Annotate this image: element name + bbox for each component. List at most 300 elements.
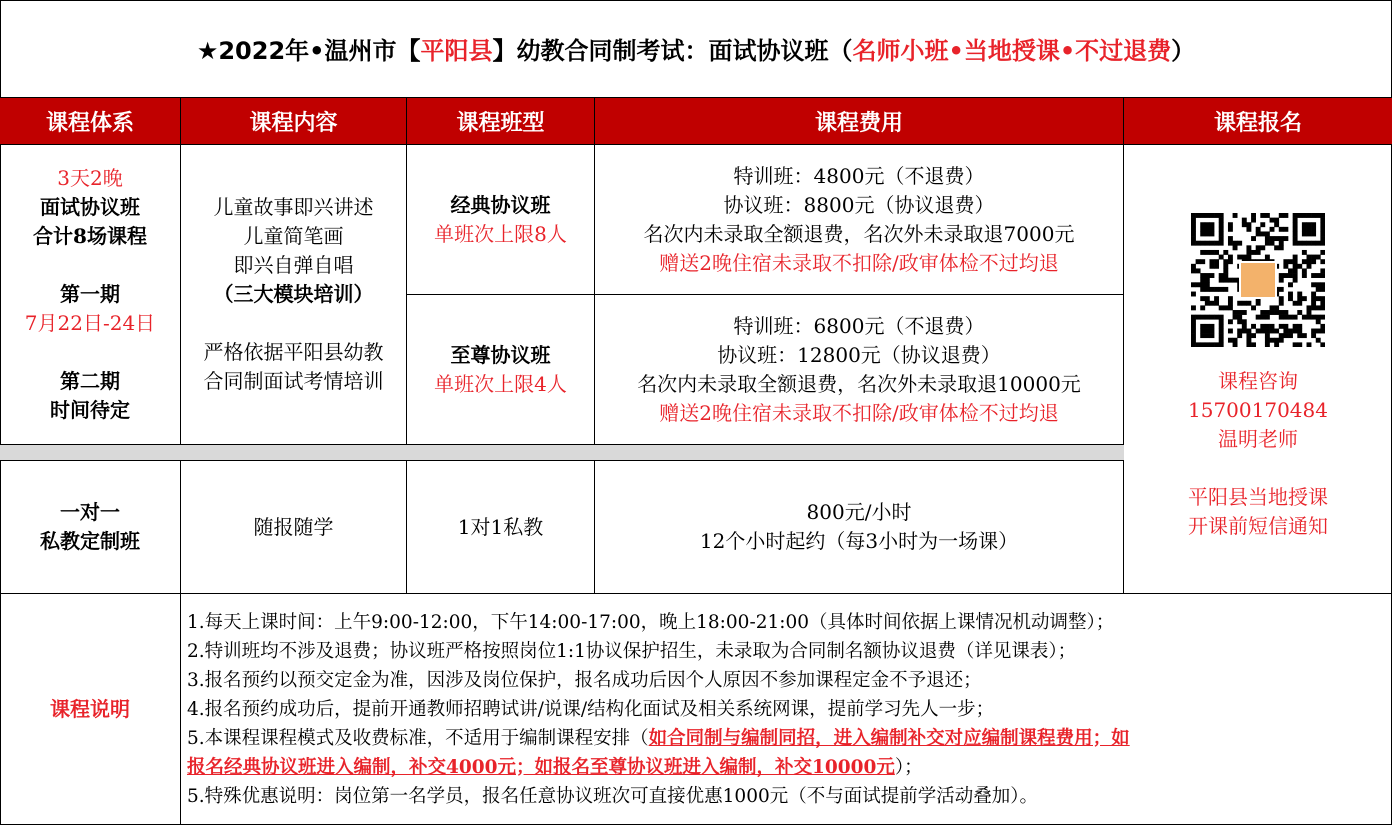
note-item: 3.报名预约以预交定金为准，因涉及岗位保护，报名成功后因个人原因不参加课程定金不予退还； — [187, 669, 982, 691]
qr-module — [1191, 338, 1196, 343]
qr-module — [1219, 329, 1224, 334]
qr-module — [1270, 324, 1275, 329]
qr-module — [1293, 231, 1298, 236]
qr-module — [1219, 273, 1224, 278]
qr-module — [1307, 227, 1312, 232]
qr-module — [1200, 250, 1205, 255]
qr-module — [1307, 241, 1312, 246]
qr-module — [1316, 241, 1321, 246]
qr-module — [1256, 301, 1261, 306]
qr-module — [1260, 310, 1265, 315]
qr-module — [1191, 241, 1196, 246]
qr-module — [1205, 250, 1210, 255]
qr-module — [1191, 292, 1196, 297]
qr-module — [1205, 231, 1210, 236]
qr-module — [1260, 324, 1265, 329]
private-line1: 一对一 — [60, 500, 120, 524]
qr-module — [1293, 222, 1298, 227]
qr-module — [1293, 301, 1298, 306]
qr-module — [1283, 227, 1288, 232]
note-item: 2.特训班均不涉及退费；协议班严格按照岗位1:1协议保护招生，未录取为合同制名额协议退费（详见课表）； — [187, 640, 1077, 662]
qr-module — [1320, 342, 1325, 347]
note-text: 5.本课程课程模式及收费标准，不适用于编制课程安排（ — [187, 727, 649, 749]
qr-module — [1265, 333, 1270, 338]
qr-module — [1219, 278, 1224, 283]
qr-module — [1251, 324, 1256, 329]
qr-module — [1200, 231, 1205, 236]
qr-module — [1293, 236, 1298, 241]
qr-module — [1283, 315, 1288, 320]
qr-module — [1200, 296, 1205, 301]
class-limit: 单班次上限4人 — [434, 371, 567, 396]
qr-module — [1251, 305, 1256, 310]
qr-module — [1274, 222, 1279, 227]
qr-module — [1214, 241, 1219, 246]
qr-module — [1205, 282, 1210, 287]
private-system-cell — [0, 461, 181, 594]
qr-module — [1302, 259, 1307, 264]
qr-module — [1311, 241, 1316, 246]
qr-module — [1297, 213, 1302, 218]
qr-module — [1279, 213, 1284, 218]
qr-module — [1256, 227, 1261, 232]
qr-module — [1228, 338, 1233, 343]
qr-module — [1311, 255, 1316, 260]
qr-module — [1260, 245, 1265, 250]
qr-module — [1297, 342, 1302, 347]
qr-module — [1260, 329, 1265, 334]
page-title — [0, 0, 1392, 98]
qr-module — [1237, 329, 1242, 334]
qr-module — [1191, 264, 1196, 269]
qr-module — [1209, 329, 1214, 334]
qr-module — [1246, 342, 1251, 347]
qr-module — [1237, 301, 1242, 306]
qr-module — [1256, 231, 1261, 236]
qr-module — [1320, 287, 1325, 292]
qr-module — [1316, 255, 1321, 260]
fee-line: 协议班：8800元（协议退费） — [723, 192, 995, 217]
qr-module — [1219, 315, 1224, 320]
content-desc: 严格依据平阳县幼教 — [203, 340, 384, 364]
qr-module — [1302, 273, 1307, 278]
private-content-cell — [181, 461, 407, 594]
qr-module — [1320, 296, 1325, 301]
qr-module — [1246, 301, 1251, 306]
content-desc: 合同制面试考情培训 — [203, 369, 384, 393]
qr-module — [1311, 273, 1316, 278]
qr-module — [1311, 315, 1316, 320]
private-type-cell — [407, 461, 595, 594]
qr-module — [1209, 264, 1214, 269]
qr-module — [1311, 227, 1316, 232]
qr-module — [1279, 301, 1284, 306]
qr-module — [1200, 282, 1205, 287]
qr-module — [1274, 236, 1279, 241]
qr-module — [1279, 324, 1284, 329]
qr-module — [1191, 222, 1196, 227]
qr-module — [1274, 310, 1279, 315]
qr-module — [1209, 241, 1214, 246]
qr-module — [1279, 236, 1284, 241]
qr-module — [1246, 222, 1251, 227]
qr-module — [1320, 227, 1325, 232]
qr-module — [1311, 301, 1316, 306]
qr-module — [1242, 310, 1247, 315]
qr-module — [1311, 333, 1316, 338]
qr-module — [1279, 245, 1284, 250]
note-item — [187, 753, 1392, 782]
qr-module — [1242, 255, 1247, 260]
qr-module — [1242, 329, 1247, 334]
class-type-cell — [407, 145, 595, 295]
qr-module — [1265, 231, 1270, 236]
qr-module — [1223, 264, 1228, 269]
header-fee: 课程费用 — [595, 98, 1124, 145]
qr-module — [1219, 333, 1224, 338]
qr-module — [1307, 342, 1312, 347]
class-name: 经典协议班 — [450, 192, 551, 217]
qr-module — [1302, 333, 1307, 338]
private-fee: 12个小时起约（每3小时为一场课） — [699, 529, 1019, 553]
qr-module — [1196, 282, 1201, 287]
qr-module — [1302, 227, 1307, 232]
qr-module — [1297, 324, 1302, 329]
qr-module — [1274, 342, 1279, 347]
qr-module — [1200, 287, 1205, 292]
qr-module — [1191, 342, 1196, 347]
qr-module — [1270, 218, 1275, 223]
qr-module — [1200, 273, 1205, 278]
qr-module — [1320, 218, 1325, 223]
qr-module — [1302, 241, 1307, 246]
qr-module — [1316, 282, 1321, 287]
qr-module — [1279, 287, 1284, 292]
qr-module — [1320, 273, 1325, 278]
qr-module — [1200, 213, 1205, 218]
qr-module — [1246, 338, 1251, 343]
qr-module — [1283, 310, 1288, 315]
qr-module — [1237, 333, 1242, 338]
title-middle: 】幼教合同制考试：面试协议班（ — [492, 37, 853, 65]
note-item — [187, 724, 1392, 753]
qr-module — [1283, 259, 1288, 264]
qr-module — [1219, 305, 1224, 310]
header-system: 课程体系 — [0, 98, 181, 145]
qr-code-icon[interactable] — [1191, 213, 1325, 347]
qr-module — [1233, 245, 1238, 250]
qr-module — [1228, 329, 1233, 334]
qr-module — [1274, 305, 1279, 310]
qr-module — [1311, 282, 1316, 287]
qr-module — [1205, 241, 1210, 246]
title-highlight: 名师小班•当地授课•不过退费 — [852, 37, 1172, 65]
qr-module — [1228, 259, 1233, 264]
qr-module — [1233, 278, 1238, 283]
qr-module — [1293, 255, 1298, 260]
period2-label: 第二期 — [60, 369, 120, 393]
qr-module — [1270, 227, 1275, 232]
qr-module — [1223, 273, 1228, 278]
qr-module — [1228, 222, 1233, 227]
signup-phone[interactable]: 15700170484 — [1188, 398, 1328, 422]
qr-module — [1219, 241, 1224, 246]
qr-module — [1307, 231, 1312, 236]
qr-module — [1246, 250, 1251, 255]
qr-module — [1242, 319, 1247, 324]
qr-module — [1214, 315, 1219, 320]
qr-module — [1279, 273, 1284, 278]
note-item: 1.每天上课时间：上午9:00-12:00，下午14:00-17:00，晚上18:00-21:00（具体时间依据上课情况机动调整）； — [187, 611, 1115, 633]
qr-module — [1316, 338, 1321, 343]
qr-module — [1256, 329, 1261, 334]
qr-module — [1237, 310, 1242, 315]
qr-module — [1320, 213, 1325, 218]
duration: 3天2晚 — [57, 166, 123, 190]
qr-module — [1316, 273, 1321, 278]
qr-module — [1191, 305, 1196, 310]
qr-module — [1320, 259, 1325, 264]
content-item: 儿童简笔画 — [243, 224, 344, 248]
qr-module — [1214, 342, 1219, 347]
qr-module — [1279, 296, 1284, 301]
qr-module — [1270, 338, 1275, 343]
qr-module — [1293, 227, 1298, 232]
qr-module — [1228, 227, 1233, 232]
qr-module — [1270, 310, 1275, 315]
qr-module — [1260, 222, 1265, 227]
system-line2: 合计8场课程 — [33, 224, 147, 248]
qr-module — [1283, 333, 1288, 338]
qr-module — [1219, 231, 1224, 236]
qr-module — [1279, 315, 1284, 320]
qr-module — [1320, 250, 1325, 255]
qr-module — [1270, 305, 1275, 310]
qr-module — [1200, 329, 1205, 334]
qr-module — [1237, 241, 1242, 246]
qr-module — [1251, 342, 1256, 347]
qr-module — [1302, 231, 1307, 236]
qr-module — [1246, 255, 1251, 260]
qr-module — [1219, 338, 1224, 343]
qr-module — [1265, 310, 1270, 315]
qr-module — [1233, 338, 1238, 343]
qr-module — [1311, 259, 1316, 264]
qr-module — [1196, 241, 1201, 246]
fee-line: 特训班：4800元（不退费） — [733, 163, 985, 188]
qr-module — [1200, 305, 1205, 310]
qr-module — [1205, 213, 1210, 218]
qr-module — [1219, 222, 1224, 227]
signup-consult: 课程咨询 — [1218, 369, 1298, 393]
private-fee: 800元/小时 — [806, 500, 912, 524]
qr-module — [1205, 222, 1210, 227]
qr-module — [1307, 259, 1312, 264]
notes-label: 课程说明 — [0, 594, 181, 824]
qr-module — [1200, 241, 1205, 246]
qr-module — [1209, 333, 1214, 338]
qr-module — [1242, 218, 1247, 223]
qr-module — [1274, 245, 1279, 250]
signup-local: 平阳县当地授课 — [1188, 485, 1328, 509]
qr-module — [1209, 301, 1214, 306]
qr-module — [1205, 296, 1210, 301]
qr-module — [1196, 342, 1201, 347]
qr-module — [1265, 315, 1270, 320]
qr-module — [1293, 264, 1298, 269]
qr-module — [1191, 268, 1196, 273]
qr-module — [1246, 245, 1251, 250]
qr-module — [1214, 259, 1219, 264]
note-text: ）； — [894, 756, 923, 778]
class-limit: 单班次上限8人 — [434, 221, 567, 246]
qr-module — [1293, 315, 1298, 320]
qr-module — [1205, 287, 1210, 292]
qr-module — [1307, 255, 1312, 260]
qr-module — [1200, 333, 1205, 338]
qr-module — [1228, 278, 1233, 283]
content-item: 即兴自弹自唱 — [233, 253, 354, 277]
qr-module — [1209, 222, 1214, 227]
qr-module — [1205, 227, 1210, 232]
qr-module — [1293, 241, 1298, 246]
private-line2: 私教定制班 — [40, 529, 140, 553]
qr-module — [1196, 213, 1201, 218]
qr-module — [1214, 296, 1219, 301]
qr-module — [1320, 329, 1325, 334]
note-highlight: 报名经典协议班进入编制，补交4000元；如报名至尊协议班进入编制，补交10000元 — [187, 756, 895, 778]
qr-module — [1242, 324, 1247, 329]
course-system-cell — [0, 145, 181, 445]
qr-module — [1200, 342, 1205, 347]
qr-module — [1251, 236, 1256, 241]
qr-module — [1283, 329, 1288, 334]
qr-module — [1191, 324, 1196, 329]
private-fee-cell — [595, 461, 1124, 594]
qr-module — [1279, 241, 1284, 246]
qr-module — [1205, 315, 1210, 320]
qr-module — [1316, 319, 1321, 324]
qr-module — [1297, 333, 1302, 338]
qr-module — [1320, 324, 1325, 329]
qr-module — [1205, 278, 1210, 283]
fee-line: 协议班：12800元（协议退费） — [717, 342, 1001, 367]
header-signup: 课程报名 — [1124, 98, 1392, 145]
qr-module — [1214, 287, 1219, 292]
qr-module — [1288, 329, 1293, 334]
private-type: 1对1私教 — [457, 514, 544, 539]
qr-module — [1191, 236, 1196, 241]
qr-module — [1307, 310, 1312, 315]
qr-module — [1302, 268, 1307, 273]
qr-module — [1200, 324, 1205, 329]
fee-line: 名次内未录取全额退费，名次外未录取退7000元 — [643, 221, 1075, 246]
qr-module — [1320, 222, 1325, 227]
qr-module — [1320, 305, 1325, 310]
qr-module — [1265, 329, 1270, 334]
qr-module — [1219, 255, 1224, 260]
qr-module — [1279, 227, 1284, 232]
qr-module — [1209, 273, 1214, 278]
qr-module — [1191, 333, 1196, 338]
qr-module — [1293, 218, 1298, 223]
content-item: 儿童故事即兴讲述 — [213, 195, 374, 219]
qr-module — [1200, 278, 1205, 283]
note-item: 5.特殊优惠说明：岗位第一名学员，报名任意协议班次可直接优惠1000元（不与面试提前学活动叠加）。 — [187, 785, 1038, 807]
qr-module — [1293, 278, 1298, 283]
qr-module — [1219, 227, 1224, 232]
qr-module — [1233, 342, 1238, 347]
qr-module — [1297, 241, 1302, 246]
qr-module — [1233, 213, 1238, 218]
qr-module — [1279, 333, 1284, 338]
qr-module — [1274, 329, 1279, 334]
qr-module — [1283, 236, 1288, 241]
qr-module — [1209, 324, 1214, 329]
qr-module — [1293, 259, 1298, 264]
qr-module — [1219, 213, 1224, 218]
class-type-cell — [407, 295, 595, 445]
qr-module — [1219, 287, 1224, 292]
qr-module — [1191, 218, 1196, 223]
qr-module — [1209, 250, 1214, 255]
signup-teacher: 温明老师 — [1218, 427, 1298, 451]
qr-module — [1260, 231, 1265, 236]
qr-module — [1297, 292, 1302, 297]
qr-module — [1311, 231, 1316, 236]
qr-module — [1191, 315, 1196, 320]
qr-module — [1297, 264, 1302, 269]
qr-module — [1316, 305, 1321, 310]
qr-module — [1311, 296, 1316, 301]
qr-module — [1283, 324, 1288, 329]
qr-module — [1288, 296, 1293, 301]
qr-module — [1265, 324, 1270, 329]
qr-module — [1316, 315, 1321, 320]
qr-module — [1265, 236, 1270, 241]
qr-module — [1209, 287, 1214, 292]
qr-module — [1200, 227, 1205, 232]
fee-gift-line: 赠送2晚住宿未录取不扣除/政审体检不过均退 — [659, 400, 1059, 425]
qr-module — [1288, 273, 1293, 278]
qr-module — [1214, 264, 1219, 269]
qr-module — [1256, 250, 1261, 255]
qr-module — [1297, 301, 1302, 306]
qr-module — [1191, 227, 1196, 232]
qr-module — [1205, 329, 1210, 334]
qr-module — [1302, 315, 1307, 320]
qr-module — [1302, 250, 1307, 255]
title-county: 平阳县 — [420, 37, 493, 65]
qr-module — [1219, 324, 1224, 329]
note-highlight: 如合同制与编制同招，进入编制补交对应编制课程费用；如 — [648, 727, 1130, 749]
qr-module — [1274, 218, 1279, 223]
qr-module — [1219, 342, 1224, 347]
qr-module — [1320, 268, 1325, 273]
period2-status: 时间待定 — [50, 398, 130, 422]
qr-module — [1270, 329, 1275, 334]
fee-gift-line: 赠送2晚住宿未录取不扣除/政审体检不过均退 — [659, 250, 1059, 275]
qr-module — [1260, 315, 1265, 320]
qr-module — [1246, 333, 1251, 338]
qr-module — [1191, 231, 1196, 236]
qr-module — [1228, 241, 1233, 246]
qr-module — [1228, 236, 1233, 241]
qr-module — [1293, 324, 1298, 329]
qr-module — [1320, 282, 1325, 287]
class-fee-cell — [595, 145, 1124, 295]
qr-module — [1320, 231, 1325, 236]
